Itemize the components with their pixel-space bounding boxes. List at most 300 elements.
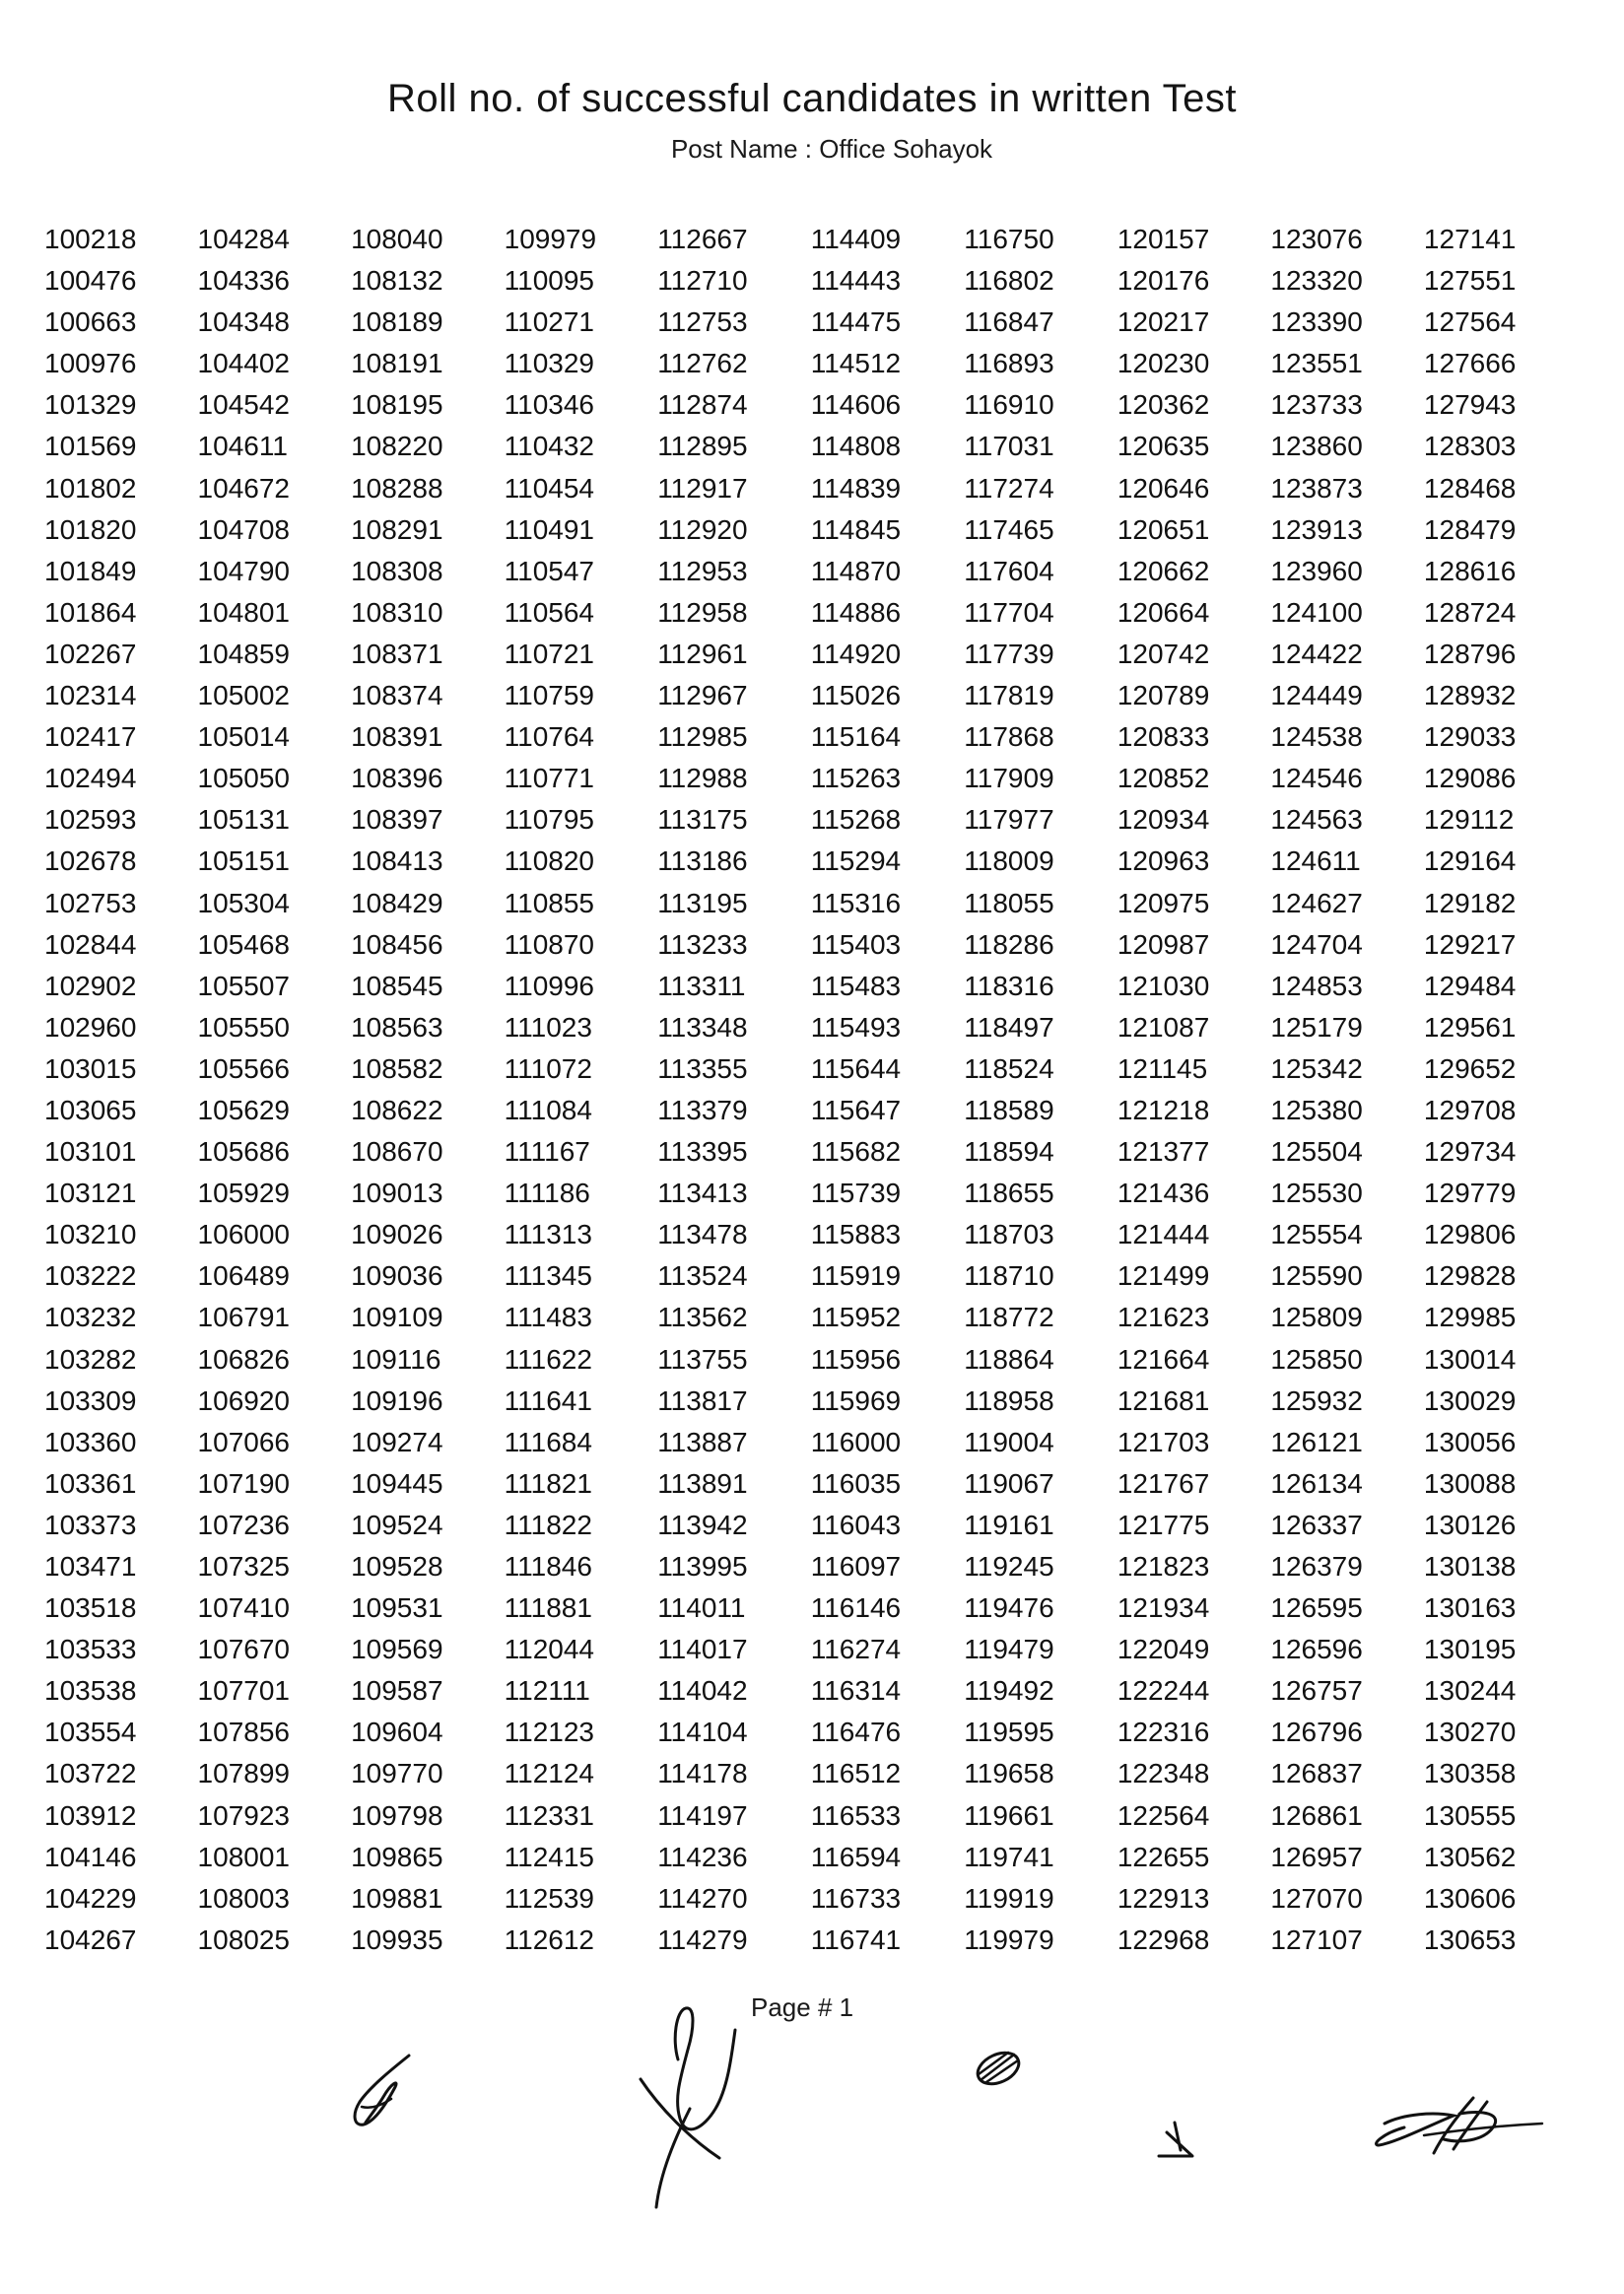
roll-number: 112985 <box>657 721 748 753</box>
roll-number: 103222 <box>44 1260 137 1292</box>
roll-number: 113233 <box>657 928 748 960</box>
roll-number: 106000 <box>197 1219 290 1250</box>
roll-number: 116314 <box>810 1675 902 1707</box>
roll-number: 130088 <box>1423 1467 1517 1499</box>
roll-number: 105629 <box>197 1094 290 1125</box>
roll-number: 110795 <box>504 804 594 836</box>
roll-number: 121087 <box>1116 1011 1210 1043</box>
roll-number: 121703 <box>1116 1426 1210 1457</box>
roll-number: 118772 <box>964 1302 1054 1333</box>
roll-number: 125380 <box>1270 1094 1363 1125</box>
roll-number: 119479 <box>964 1634 1054 1665</box>
roll-number: 108001 <box>197 1841 290 1872</box>
roll-number: 115883 <box>810 1219 902 1250</box>
roll-number: 102753 <box>44 887 137 918</box>
roll-number: 130270 <box>1423 1717 1517 1748</box>
roll-number: 109604 <box>351 1717 443 1748</box>
roll-number: 125530 <box>1270 1178 1363 1209</box>
roll-number: 103065 <box>44 1094 137 1125</box>
roll-number: 128303 <box>1423 431 1517 462</box>
roll-number: 106920 <box>197 1384 290 1416</box>
roll-number: 130606 <box>1423 1882 1517 1914</box>
roll-number: 119492 <box>964 1675 1054 1707</box>
roll-number: 112044 <box>504 1634 594 1665</box>
roll-number: 121030 <box>1116 970 1210 1001</box>
roll-number: 112988 <box>657 763 748 794</box>
roll-number: 112612 <box>504 1923 594 1955</box>
roll-number: 103210 <box>44 1219 137 1250</box>
roll-number: 108003 <box>197 1882 290 1914</box>
roll-number: 115316 <box>810 887 902 918</box>
roll-number: 112753 <box>657 306 748 338</box>
roll-number: 105686 <box>197 1136 290 1168</box>
roll-number: 130163 <box>1423 1592 1517 1624</box>
roll-number: 120646 <box>1116 472 1210 504</box>
roll-number: 105014 <box>197 721 290 753</box>
roll-number: 111313 <box>504 1219 592 1250</box>
roll-number: 115493 <box>810 1011 902 1043</box>
roll-number: 103912 <box>44 1799 137 1831</box>
roll-number: 121436 <box>1116 1178 1210 1209</box>
roll-number: 125504 <box>1270 1136 1363 1168</box>
roll-number: 103722 <box>44 1758 137 1789</box>
roll-number: 114236 <box>657 1841 748 1872</box>
roll-number: 117604 <box>964 555 1054 586</box>
roll-number: 127564 <box>1423 306 1517 338</box>
roll-number: 108396 <box>351 763 443 794</box>
roll-number: 110346 <box>504 389 594 421</box>
roll-number: 116802 <box>964 265 1054 297</box>
roll-number: 129217 <box>1423 928 1517 960</box>
roll-number: 120934 <box>1116 804 1210 836</box>
roll-number: 105151 <box>197 845 290 877</box>
roll-number: 107701 <box>197 1675 290 1707</box>
roll-number: 130244 <box>1423 1675 1517 1707</box>
roll-number: 109274 <box>351 1426 443 1457</box>
roll-number: 110771 <box>504 763 594 794</box>
roll-number: 125179 <box>1270 1011 1363 1043</box>
roll-number: 129033 <box>1423 721 1517 753</box>
roll-number: 114104 <box>657 1717 748 1748</box>
roll-number: 111072 <box>504 1052 592 1084</box>
roll-number: 112958 <box>657 596 748 628</box>
roll-number: 115483 <box>810 970 902 1001</box>
roll-number: 107670 <box>197 1634 290 1665</box>
roll-number: 107066 <box>197 1426 290 1457</box>
roll-number: 123390 <box>1270 306 1363 338</box>
roll-number: 117465 <box>964 513 1054 545</box>
roll-number: 104790 <box>197 555 290 586</box>
signature-3 <box>971 2045 1030 2094</box>
roll-number: 122244 <box>1116 1675 1210 1707</box>
roll-number: 120230 <box>1116 348 1210 379</box>
roll-number: 116035 <box>810 1467 902 1499</box>
roll-number: 108291 <box>351 513 443 545</box>
roll-number: 113395 <box>657 1136 748 1168</box>
roll-number: 120651 <box>1116 513 1210 545</box>
roll-number: 103361 <box>44 1467 137 1499</box>
roll-number: 103282 <box>44 1343 137 1375</box>
roll-number: 109881 <box>351 1882 443 1914</box>
roll-number: 105050 <box>197 763 290 794</box>
roll-number: 100976 <box>44 348 137 379</box>
roll-number: 115026 <box>810 680 902 711</box>
roll-number: 116847 <box>964 306 1054 338</box>
roll-number: 102844 <box>44 928 137 960</box>
roll-number: 124449 <box>1270 680 1363 711</box>
roll-number: 112124 <box>504 1758 594 1789</box>
roll-number: 130555 <box>1423 1799 1517 1831</box>
roll-number: 117868 <box>964 721 1054 753</box>
roll-number: 105002 <box>197 680 290 711</box>
roll-number: 109531 <box>351 1592 443 1624</box>
roll-number: 102960 <box>44 1011 137 1043</box>
roll-number: 121623 <box>1116 1302 1210 1333</box>
roll-number: 104402 <box>197 348 290 379</box>
roll-number: 118703 <box>964 1219 1054 1250</box>
roll-number: 129779 <box>1423 1178 1517 1209</box>
roll-number: 118958 <box>964 1384 1054 1416</box>
roll-number: 130056 <box>1423 1426 1517 1457</box>
roll-number: 119919 <box>964 1882 1054 1914</box>
roll-number: 104348 <box>197 306 290 338</box>
roll-number: 112111 <box>504 1675 590 1707</box>
roll-number: 118589 <box>964 1094 1054 1125</box>
roll-number: 115263 <box>810 763 902 794</box>
roll-number: 104672 <box>197 472 290 504</box>
roll-number: 109569 <box>351 1634 443 1665</box>
roll-number: 128796 <box>1423 638 1517 669</box>
roll-number: 109116 <box>351 1343 441 1375</box>
roll-number: 126861 <box>1270 1799 1363 1831</box>
roll-number: 125554 <box>1270 1219 1363 1250</box>
roll-number: 117031 <box>964 431 1054 462</box>
roll-number: 125850 <box>1270 1343 1363 1375</box>
roll-number: 126837 <box>1270 1758 1363 1789</box>
roll-number: 113755 <box>657 1343 748 1375</box>
roll-number: 111641 <box>504 1384 592 1416</box>
roll-number: 108413 <box>351 845 443 877</box>
roll-number: 112415 <box>504 1841 594 1872</box>
roll-number: 111167 <box>504 1136 590 1168</box>
roll-number: 101849 <box>44 555 137 586</box>
roll-number: 116733 <box>810 1882 902 1914</box>
roll-number: 130195 <box>1423 1634 1517 1665</box>
roll-number: 109979 <box>504 224 597 254</box>
roll-number: 105929 <box>197 1178 290 1209</box>
roll-number: 109445 <box>351 1467 443 1499</box>
roll-number: 114409 <box>810 224 902 254</box>
roll-number: 126596 <box>1270 1634 1363 1665</box>
roll-number: 115403 <box>810 928 902 960</box>
roll-number: 118316 <box>964 970 1054 1001</box>
roll-column-4 <box>505 219 643 1963</box>
roll-number: 119245 <box>964 1551 1054 1582</box>
roll-number: 114839 <box>810 472 902 504</box>
roll-number: 112917 <box>657 472 748 504</box>
roll-number: 120852 <box>1116 763 1210 794</box>
roll-number: 114870 <box>810 555 902 586</box>
roll-number: 106791 <box>197 1302 290 1333</box>
roll-number: 129561 <box>1423 1011 1517 1043</box>
roll-number: 108563 <box>351 1011 443 1043</box>
roll-number: 107899 <box>197 1758 290 1789</box>
roll-number: 124627 <box>1270 887 1363 918</box>
roll-number: 118497 <box>964 1011 1054 1043</box>
roll-number: 123076 <box>1270 224 1363 254</box>
roll-number: 123551 <box>1270 348 1363 379</box>
roll-number: 112539 <box>504 1882 594 1914</box>
roll-number: 119979 <box>964 1923 1054 1955</box>
roll-number: 124853 <box>1270 970 1363 1001</box>
roll-number: 113887 <box>657 1426 748 1457</box>
roll-number: 114886 <box>810 596 902 628</box>
roll-number: 104146 <box>44 1841 137 1872</box>
roll-number: 111345 <box>504 1260 592 1292</box>
roll-number: 122348 <box>1116 1758 1210 1789</box>
roll-number: 104708 <box>197 513 290 545</box>
roll-number: 116000 <box>810 1426 902 1457</box>
roll-number: 108622 <box>351 1094 443 1125</box>
roll-number: 107325 <box>197 1551 290 1582</box>
roll-number: 101864 <box>44 596 137 628</box>
roll-number: 123733 <box>1270 389 1363 421</box>
roll-number: 108391 <box>351 721 443 753</box>
roll-number: 103309 <box>44 1384 137 1416</box>
roll-number: 129112 <box>1423 804 1515 836</box>
roll-number: 113186 <box>657 845 748 877</box>
roll-number: 125342 <box>1270 1052 1363 1084</box>
roll-number: 113379 <box>657 1094 748 1125</box>
roll-number: 103121 <box>44 1178 137 1209</box>
roll-number: 105550 <box>197 1011 290 1043</box>
roll-number: 108582 <box>351 1052 443 1084</box>
roll-number: 121775 <box>1116 1509 1210 1540</box>
roll-number: 116750 <box>964 224 1054 254</box>
roll-number: 114606 <box>810 389 902 421</box>
roll-number: 111822 <box>504 1509 592 1540</box>
roll-number: 101329 <box>44 389 137 421</box>
roll-number: 103373 <box>44 1509 137 1540</box>
roll-number: 112331 <box>504 1799 594 1831</box>
roll-number: 129164 <box>1423 845 1517 877</box>
roll-number: 127551 <box>1423 265 1517 297</box>
roll-number: 126134 <box>1270 1467 1363 1499</box>
roll-number: 102314 <box>44 680 137 711</box>
roll-number: 113195 <box>657 887 748 918</box>
roll-number: 121499 <box>1116 1260 1210 1292</box>
post-name-subtitle: Post Name : Office Sohayok <box>670 134 993 164</box>
roll-number: 110764 <box>504 721 594 753</box>
roll-number: 108429 <box>351 887 443 918</box>
roll-number: 102902 <box>44 970 137 1001</box>
roll-number: 115956 <box>810 1343 902 1375</box>
roll-number: 115164 <box>810 721 902 753</box>
roll-number: 107410 <box>197 1592 290 1624</box>
roll-number: 116893 <box>964 348 1054 379</box>
roll-number: 110855 <box>504 887 594 918</box>
roll-number: 113355 <box>657 1052 748 1084</box>
roll-number: 120635 <box>1116 431 1210 462</box>
roll-number: 112961 <box>657 638 748 669</box>
roll-number: 122968 <box>1116 1923 1210 1955</box>
roll-number: 114808 <box>810 431 902 462</box>
roll-number: 110721 <box>504 638 594 669</box>
roll-number: 114279 <box>657 1923 748 1955</box>
roll-number: 111084 <box>504 1094 592 1125</box>
roll-number: 124563 <box>1270 804 1363 836</box>
roll-number: 108288 <box>351 472 443 504</box>
roll-number: 122316 <box>1116 1717 1210 1748</box>
roll-number: 110759 <box>504 680 594 711</box>
roll-number: 104284 <box>197 224 290 254</box>
roll-number: 130358 <box>1423 1758 1517 1789</box>
roll-number: 119067 <box>964 1467 1054 1499</box>
roll-number: 102267 <box>44 638 137 669</box>
roll-number: 127666 <box>1423 348 1517 379</box>
roll-number: 109036 <box>351 1260 443 1292</box>
roll-number: 106826 <box>197 1343 290 1375</box>
roll-number: 121681 <box>1116 1384 1210 1416</box>
roll-number: 113995 <box>657 1551 748 1582</box>
roll-number: 129828 <box>1423 1260 1517 1292</box>
roll-number: 116512 <box>810 1758 902 1789</box>
roll-number: 114845 <box>810 513 902 545</box>
roll-column-2 <box>198 219 336 1963</box>
signature-1 <box>340 2048 429 2136</box>
roll-number: 112953 <box>657 555 748 586</box>
roll-number: 119004 <box>964 1426 1054 1457</box>
roll-number: 123320 <box>1270 265 1363 297</box>
roll-number: 116146 <box>810 1592 902 1624</box>
roll-number: 109013 <box>351 1178 443 1209</box>
roll-number: 117274 <box>964 472 1054 504</box>
roll-number: 116594 <box>810 1841 902 1872</box>
roll-number: 116741 <box>810 1923 902 1955</box>
roll-number: 121218 <box>1116 1094 1210 1125</box>
roll-number: 124422 <box>1270 638 1363 669</box>
roll-number: 114920 <box>810 638 902 669</box>
roll-column-5 <box>657 219 795 1963</box>
roll-number: 118594 <box>964 1136 1054 1168</box>
roll-number: 104542 <box>197 389 290 421</box>
roll-number: 128468 <box>1423 472 1517 504</box>
roll-number: 126379 <box>1270 1551 1363 1582</box>
roll-number: 123873 <box>1270 472 1363 504</box>
roll-number: 110547 <box>504 555 594 586</box>
roll-number: 111684 <box>504 1426 592 1457</box>
roll-number: 126957 <box>1270 1841 1363 1872</box>
roll-number: 101569 <box>44 431 137 462</box>
roll-number: 109109 <box>351 1302 443 1333</box>
roll-number: 104611 <box>197 431 288 462</box>
roll-number: 107236 <box>197 1509 290 1540</box>
roll-number: 104336 <box>197 265 290 297</box>
roll-number: 118055 <box>964 887 1054 918</box>
roll-number: 108670 <box>351 1136 443 1168</box>
roll-number: 125590 <box>1270 1260 1363 1292</box>
roll-number: 110870 <box>504 928 594 960</box>
roll-number: 105507 <box>197 970 290 1001</box>
roll-number: 115682 <box>810 1136 902 1168</box>
roll-number: 120975 <box>1116 887 1210 918</box>
roll-number: 110491 <box>504 513 594 545</box>
roll-number: 114197 <box>657 1799 748 1831</box>
roll-number: 122913 <box>1116 1882 1210 1914</box>
roll-number: 121377 <box>1116 1136 1210 1168</box>
roll-number: 129708 <box>1423 1094 1517 1125</box>
roll-number: 126337 <box>1270 1509 1363 1540</box>
roll-number: 113175 <box>657 804 748 836</box>
roll-number: 104859 <box>197 638 290 669</box>
roll-number: 129734 <box>1423 1136 1517 1168</box>
roll-number: 129806 <box>1423 1219 1517 1250</box>
roll-number: 116476 <box>810 1717 902 1748</box>
roll-number: 108220 <box>351 431 443 462</box>
roll-number: 112710 <box>657 265 748 297</box>
roll-number: 123913 <box>1270 513 1363 545</box>
roll-number: 112967 <box>657 680 748 711</box>
roll-number: 118286 <box>964 928 1054 960</box>
signature-4 <box>1153 2119 1202 2163</box>
roll-number: 113478 <box>657 1219 748 1250</box>
roll-number: 124704 <box>1270 928 1363 960</box>
roll-number: 118009 <box>964 845 1054 877</box>
roll-number: 108025 <box>197 1923 290 1955</box>
roll-number: 114443 <box>810 265 902 297</box>
roll-number: 120789 <box>1116 680 1210 711</box>
roll-number: 130138 <box>1423 1551 1517 1582</box>
roll-number: 103518 <box>44 1592 137 1624</box>
roll-number: 106489 <box>197 1260 290 1292</box>
roll-number: 127141 <box>1423 224 1517 254</box>
roll-number: 114017 <box>657 1634 748 1665</box>
roll-number: 114475 <box>810 306 902 338</box>
signature-5 <box>1365 2084 1552 2173</box>
roll-number: 112667 <box>657 224 748 254</box>
roll-column-10 <box>1424 219 1562 1963</box>
roll-number: 126121 <box>1270 1426 1363 1457</box>
roll-number: 116910 <box>964 389 1054 421</box>
roll-number: 121934 <box>1116 1592 1210 1624</box>
roll-number: 103015 <box>44 1052 137 1084</box>
roll-number: 115969 <box>810 1384 902 1416</box>
roll-number: 109196 <box>351 1384 443 1416</box>
roll-number: 111622 <box>504 1343 592 1375</box>
roll-number: 109026 <box>351 1219 443 1250</box>
roll-number: 113817 <box>657 1384 748 1416</box>
roll-number: 117704 <box>964 596 1054 628</box>
roll-number: 123960 <box>1270 555 1363 586</box>
roll-number: 127070 <box>1270 1882 1363 1914</box>
roll-number: 129182 <box>1423 887 1517 918</box>
roll-number: 114512 <box>810 348 902 379</box>
roll-column-8 <box>1117 219 1255 1963</box>
roll-number: 113348 <box>657 1011 748 1043</box>
roll-number: 112895 <box>657 431 748 462</box>
roll-number: 112123 <box>504 1717 594 1748</box>
roll-number: 130653 <box>1423 1923 1517 1955</box>
roll-number: 126757 <box>1270 1675 1363 1707</box>
roll-number: 102593 <box>44 804 137 836</box>
roll-number: 117819 <box>964 680 1054 711</box>
roll-number: 102494 <box>44 763 137 794</box>
roll-number: 108191 <box>351 348 443 379</box>
roll-number: 108397 <box>351 804 443 836</box>
roll-number: 128616 <box>1423 555 1517 586</box>
roll-number: 124538 <box>1270 721 1363 753</box>
roll-number-grid <box>44 219 1562 1963</box>
